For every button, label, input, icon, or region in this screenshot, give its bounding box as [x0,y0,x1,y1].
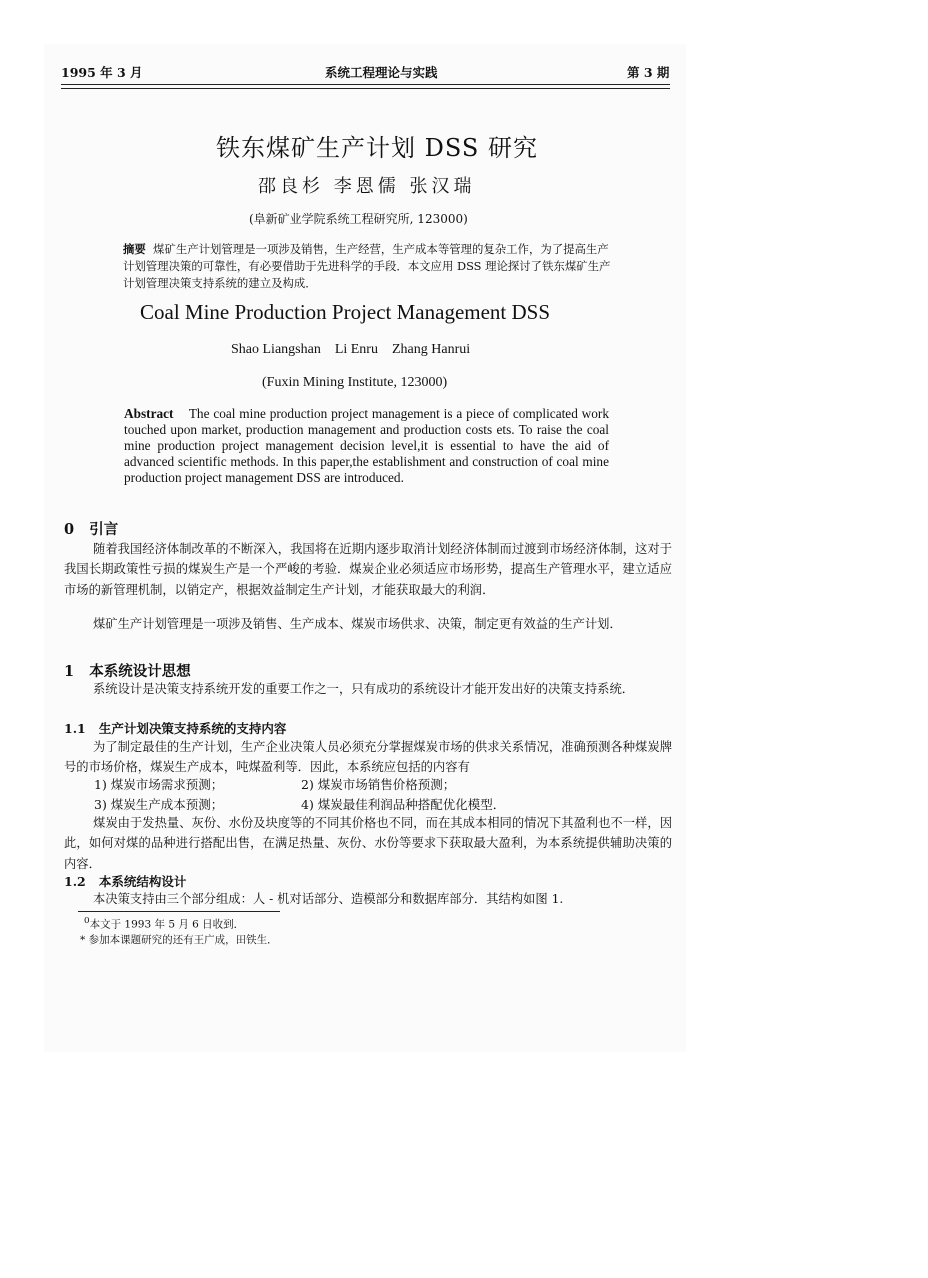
section-1-1-num: 1.1 [64,721,86,736]
authors-en: Shao Liangshan Li Enru Zhang Hanrui [231,342,471,357]
affiliation-en: (Fuxin Mining Institute, 123000) [262,375,448,390]
section-1-2-para-1: 本决策支持由三个部分组成：人 - 机对话部分、造模部分和数据库部分．其结构如图 1. [93,892,564,906]
abstract-en-label: Abstract [124,406,174,421]
section-1-2-title: 本系统结构设计 [98,874,187,889]
section-1-1-para-2: 煤炭由于发热量、灰份、水份及块度等的不同其价格也不同，而在其成本相同的情况下其盈利也不一样，因此，如何对煤的品种进行搭配出售，在满足热量、灰份、水份等要求下获取最大盈利，为本系统提供辅助决策的内容． [64,816,672,871]
section-0-para-2: 煤矿生产计划管理是一项涉及销售、生产成本、煤炭市场供求、决策，制定更有效益的生产计划． [93,617,622,631]
section-1-title: 本系统设计思想 [89,663,191,680]
section-1-2-heading [64,872,186,890]
footnote-1-mark: 0 [84,916,90,926]
abstract-cn-label: 摘要 [123,242,146,256]
footnote-1-text: 本文于 1993 年 5 月 6 日收到． [89,918,245,931]
section-1-para-1: 系统设计是决策支持系统开发的重要工作之一，只有成功的系统设计才能开发出好的决策支持系统． [93,682,635,696]
section-0-num: 0 [64,521,75,538]
footnote-2-mark: * [80,934,86,946]
section-0-title: 引言 [89,521,119,538]
abstract-en-text: The coal mine production project management is a piece of complicated work touched upon market, production management and production costs ets. To raise the coal mine production project management decision level,it is essential to have the aid of advanced scientific methods. In this paper,the establishment and construction of coal mine production project management DSS are introduced. [124,406,610,485]
list-item: 1) 煤炭市场需求预测； [94,777,224,792]
list-item: 4) 煤炭最佳利润品种搭配优化模型． [301,797,506,812]
title-cn: 铁东煤矿生产计划 DSS 研究 [216,134,538,162]
section-1-2-num: 1.2 [64,874,86,889]
header-issue: 第 3 期 [627,65,670,80]
section-1-1-para-1: 为了制定最佳的生产计划，生产企业决策人员必须充分掌握煤炭市场的供求关系情况，准确预测各种煤炭牌号的市场价格，煤炭生产成本，吨煤盈利等．因此，本系统应包括的内容有 [64,740,672,775]
footnote-2-text: 参加本课题研究的还有王广成，田铁生． [88,934,278,946]
abstract-cn-text: 煤矿生产计划管理是一项涉及销售，生产经营，生产成本等管理的复杂工作，为了提高生产计划管理决策的可靠性，有必要借助于先进科学的手段．本文应用 DSS 理论探讨了铁东煤矿生产计划管理决策支持系统的建立及构成． [123,242,611,290]
header-rule-top [61,84,670,85]
section-1-heading [64,660,191,681]
abstract-cn [123,241,611,292]
list-item: 3) 煤炭生产成本预测； [94,797,224,812]
header-rule-bottom [61,88,670,89]
footnote-rule [78,911,280,912]
authors-cn: 邵良杉 李恩儒 张汉瑞 [258,176,476,197]
abstract-en [124,406,609,486]
affiliation-cn: (阜新矿业学院系统工程研究所, 123000) [249,212,468,226]
header-date: 1995 年 3 月 [61,65,143,80]
section-1-1-heading [64,719,286,737]
footnote-1 [84,916,244,932]
section-0-heading [64,518,118,539]
header-journal: 系统工程理论与实践 [325,65,438,80]
section-0-para-1: 随着我国经济体制改革的不断深入，我国将在近期内逐步取消计划经济体制而过渡到市场经济体制，这对于我国长期政策性亏损的煤炭生产是一个严峻的考验．煤炭企业必须适应市场形势，提高生产管理水平，建立适应市场的新管理机制，以销定产，根据效益制定生产计划，才能获取最大的利润． [64,542,672,597]
section-1-1-title: 生产计划决策支持系统的支持内容 [98,721,287,736]
list-item: 2) 煤炭市场销售价格预测； [301,777,456,792]
section-1-num: 1 [64,663,75,680]
title-en: Coal Mine Production Project Management DSS [140,300,551,324]
footnote-2 [80,932,278,947]
